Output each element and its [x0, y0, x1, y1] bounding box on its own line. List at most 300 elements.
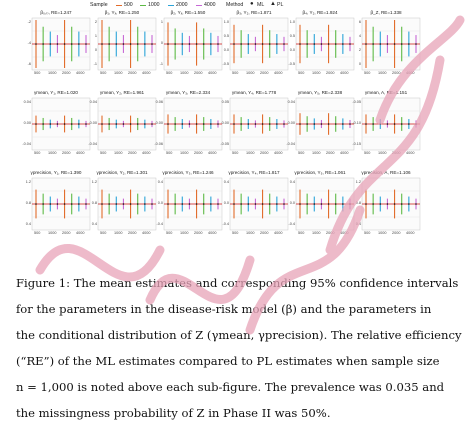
- mean-estimate-point: [174, 203, 176, 205]
- y-tick-label: -0.04: [22, 142, 31, 146]
- x-tick-label: 1000: [312, 231, 321, 235]
- x-tick-label: 4000: [142, 151, 151, 155]
- caption-line: n = 1,000 is noted above each sub-figure. The prevalence was 0.035 and: [16, 380, 445, 394]
- legend-sample-label: Sample: [90, 2, 108, 8]
- x-tick-label: 2000: [326, 151, 335, 155]
- x-tick-label: 1000: [312, 71, 321, 75]
- mean-estimate-point: [78, 203, 80, 205]
- caption-line: Figure 1: The mean estimates and corresponding 95% confidence intervals: [16, 276, 459, 290]
- y-tick-label: 0.05: [221, 100, 229, 104]
- mean-estimate-point: [247, 203, 249, 205]
- mean-estimate-point: [255, 43, 257, 45]
- x-tick-label: 1000: [246, 151, 255, 155]
- x-tick-label: 4000: [406, 151, 415, 155]
- mean-estimate-point: [203, 203, 205, 205]
- y-tick-label: -2: [27, 20, 31, 24]
- x-tick-label: 500: [298, 71, 305, 75]
- legend-sample-2000: 2000: [176, 2, 188, 8]
- mean-estimate-point: [262, 43, 264, 45]
- mean-estimate-point: [123, 123, 125, 125]
- y-tick-label: 0.04: [287, 100, 295, 104]
- y-tick-label: -0.04: [286, 142, 295, 146]
- mean-estimate-point: [401, 123, 403, 125]
- x-tick-label: 500: [166, 231, 173, 235]
- x-tick-label: 4000: [142, 71, 151, 75]
- y-tick-label: -0.04: [88, 142, 97, 146]
- mean-estimate-point: [123, 203, 125, 205]
- chart-panel: [282, 10, 358, 88]
- y-tick-label: -0.4: [156, 222, 163, 226]
- mean-estimate-point: [240, 203, 242, 205]
- mean-estimate-point: [115, 43, 117, 45]
- x-tick-label: 4000: [208, 71, 217, 75]
- x-tick-label: 2000: [194, 231, 203, 235]
- mean-estimate-point: [335, 203, 337, 205]
- x-tick-label: 500: [232, 231, 239, 235]
- x-tick-label: 2000: [260, 231, 269, 235]
- y-tick-label: 1.2: [91, 180, 97, 184]
- y-tick-label: 0.4: [223, 180, 229, 184]
- y-tick-label: 0.4: [355, 222, 361, 226]
- mean-estimate-point: [401, 203, 403, 205]
- chart-panel: [282, 170, 358, 248]
- mean-estimate-point: [137, 123, 139, 125]
- mean-estimate-point: [335, 123, 337, 125]
- mean-estimate-point: [276, 123, 278, 125]
- mean-estimate-point: [71, 123, 73, 125]
- y-tick-label: -0.5: [288, 62, 295, 66]
- y-tick-label: 0.04: [23, 100, 31, 104]
- mean-estimate-point: [255, 203, 257, 205]
- mean-estimate-point: [387, 43, 389, 45]
- panel-title: γmean, Y₄, RE=1.778: [231, 90, 277, 95]
- x-tick-label: 1000: [312, 151, 321, 155]
- legend-sample-500: 500: [124, 2, 133, 8]
- mean-estimate-point: [365, 43, 367, 45]
- y-tick-label: 0.00: [155, 121, 163, 125]
- mean-estimate-point: [276, 43, 278, 45]
- y-tick-label: 0.5: [289, 34, 295, 38]
- x-tick-label: 500: [166, 151, 173, 155]
- mean-estimate-point: [167, 123, 169, 125]
- mean-estimate-point: [269, 43, 271, 45]
- x-tick-label: 1000: [378, 231, 387, 235]
- caption-line: for the parameters in the disease-risk model (β) and the parameters in: [16, 302, 432, 316]
- x-tick-label: 500: [34, 231, 41, 235]
- mean-estimate-point: [415, 123, 417, 125]
- mean-estimate-point: [35, 203, 37, 205]
- mean-estimate-point: [299, 203, 301, 205]
- figure-caption: [16, 270, 462, 426]
- x-tick-label: 2000: [128, 231, 137, 235]
- x-tick-label: 2000: [260, 71, 269, 75]
- x-tick-label: 1000: [114, 71, 123, 75]
- y-tick-label: -0.06: [154, 142, 163, 146]
- mean-estimate-point: [189, 43, 191, 45]
- x-tick-label: 4000: [340, 151, 349, 155]
- mean-estimate-point: [262, 203, 264, 205]
- x-tick-label: 500: [364, 151, 371, 155]
- y-tick-label: 0: [160, 41, 163, 45]
- mean-estimate-point: [342, 43, 344, 45]
- y-tick-label: 1.0: [223, 20, 229, 24]
- mean-estimate-point: [233, 123, 235, 125]
- chart-panel: [18, 90, 94, 168]
- mean-estimate-point: [365, 123, 367, 125]
- mean-estimate-point: [42, 203, 44, 205]
- figure-panel-grid: [0, 10, 474, 260]
- x-tick-label: 1000: [246, 231, 255, 235]
- mean-estimate-point: [167, 43, 169, 45]
- y-tick-label: 6: [358, 20, 361, 24]
- mean-estimate-point: [372, 123, 374, 125]
- x-tick-label: 4000: [142, 231, 151, 235]
- y-tick-label: 0.0: [223, 201, 229, 205]
- legend-swatch-2000: [168, 5, 174, 6]
- y-tick-label: -0.15: [352, 142, 361, 146]
- mean-estimate-point: [64, 43, 66, 45]
- x-tick-label: 2000: [326, 71, 335, 75]
- mean-estimate-point: [342, 203, 344, 205]
- mean-estimate-point: [233, 43, 235, 45]
- mean-estimate-point: [144, 123, 146, 125]
- y-tick-label: -1: [93, 62, 97, 66]
- caption-line: the conditional distribution of Z (γmean, γprecision). The relative efficiency: [16, 328, 462, 342]
- mean-estimate-point: [210, 203, 212, 205]
- mean-estimate-point: [203, 123, 205, 125]
- chart-panel: [84, 170, 160, 248]
- mean-estimate-point: [101, 123, 103, 125]
- y-tick-label: -0.05: [352, 100, 361, 104]
- mean-estimate-point: [78, 43, 80, 45]
- mean-estimate-point: [394, 203, 396, 205]
- caption-line: the missingness probability of Z in Phase II was 50%.: [16, 406, 331, 420]
- panel-title: β₁, Yₓ, RE=1.250: [104, 10, 140, 15]
- x-tick-label: 500: [298, 151, 305, 155]
- x-tick-label: 1000: [180, 151, 189, 155]
- panel-title: β₃, Y₂, RE=1.871: [236, 10, 272, 15]
- x-tick-label: 500: [232, 151, 239, 155]
- y-tick-label: -0.5: [222, 62, 229, 66]
- y-tick-label: 0.5: [223, 34, 229, 38]
- chart-panel: [348, 90, 424, 168]
- mean-estimate-point: [181, 43, 183, 45]
- mean-estimate-point: [108, 43, 110, 45]
- x-tick-label: 2000: [392, 151, 401, 155]
- chart-panel: [150, 170, 226, 248]
- x-tick-label: 500: [166, 71, 173, 75]
- mean-estimate-point: [379, 43, 381, 45]
- x-tick-label: 1000: [114, 151, 123, 155]
- panel-title: γprecision, Y₂, RE=1.301: [96, 170, 148, 175]
- mean-estimate-point: [57, 123, 59, 125]
- mean-estimate-point: [321, 43, 323, 45]
- x-tick-label: 500: [34, 71, 41, 75]
- y-tick-label: 0.8: [91, 201, 97, 205]
- mean-estimate-point: [144, 203, 146, 205]
- mean-estimate-point: [255, 123, 257, 125]
- mean-estimate-point: [49, 43, 51, 45]
- legend-ml-marker-icon: ●: [250, 1, 254, 7]
- mean-estimate-point: [71, 203, 73, 205]
- mean-estimate-point: [313, 123, 315, 125]
- mean-estimate-point: [415, 43, 417, 45]
- mean-estimate-point: [233, 203, 235, 205]
- mean-estimate-point: [130, 203, 132, 205]
- chart-panel: [84, 10, 160, 88]
- y-tick-label: 0.0: [289, 201, 295, 205]
- x-tick-label: 1000: [180, 231, 189, 235]
- panel-title: γprecision, A, RE=1.106: [361, 170, 411, 175]
- y-tick-label: 4: [358, 34, 361, 38]
- x-tick-label: 2000: [392, 231, 401, 235]
- mean-estimate-point: [299, 123, 301, 125]
- mean-estimate-point: [101, 43, 103, 45]
- y-tick-label: 0.00: [287, 121, 295, 125]
- chart-panel: [18, 170, 94, 248]
- mean-estimate-point: [137, 43, 139, 45]
- mean-estimate-point: [167, 203, 169, 205]
- x-tick-label: 2000: [62, 71, 71, 75]
- y-tick-label: 0.0: [289, 48, 295, 52]
- mean-estimate-point: [42, 43, 44, 45]
- x-tick-label: 4000: [406, 231, 415, 235]
- mean-estimate-point: [210, 43, 212, 45]
- x-tick-label: 500: [34, 151, 41, 155]
- mean-estimate-point: [321, 203, 323, 205]
- x-tick-label: 4000: [76, 151, 85, 155]
- mean-estimate-point: [240, 123, 242, 125]
- mean-estimate-point: [269, 123, 271, 125]
- x-tick-label: 1000: [48, 71, 57, 75]
- y-tick-label: -0.4: [222, 222, 229, 226]
- y-tick-label: 0.8: [355, 201, 361, 205]
- chart-panel: [348, 170, 424, 248]
- x-tick-label: 2000: [326, 231, 335, 235]
- mean-estimate-point: [49, 123, 51, 125]
- mean-estimate-point: [394, 43, 396, 45]
- mean-estimate-point: [306, 203, 308, 205]
- chart-panel: [216, 10, 292, 88]
- x-tick-label: 1000: [114, 231, 123, 235]
- y-tick-label: 0.4: [289, 180, 295, 184]
- y-tick-label: 2: [358, 48, 361, 52]
- mean-estimate-point: [401, 43, 403, 45]
- caption-line: (“RE”) of the ML estimates compared to PL estimates when sample size: [16, 354, 440, 368]
- chart-panel: [84, 90, 160, 168]
- x-tick-label: 2000: [128, 71, 137, 75]
- mean-estimate-point: [262, 123, 264, 125]
- mean-estimate-point: [269, 203, 271, 205]
- y-tick-label: 0.4: [25, 222, 31, 226]
- x-tick-label: 4000: [274, 151, 283, 155]
- mean-estimate-point: [299, 43, 301, 45]
- y-tick-label: 1.2: [355, 180, 361, 184]
- panel-title: β₄, Y₂, RE=1.924: [302, 10, 338, 15]
- mean-estimate-point: [189, 203, 191, 205]
- mean-estimate-point: [64, 123, 66, 125]
- mean-estimate-point: [123, 43, 125, 45]
- mean-estimate-point: [379, 203, 381, 205]
- legend-pl-marker-icon: ▲: [270, 1, 276, 7]
- y-tick-label: 0.00: [221, 121, 229, 125]
- y-tick-label: -1: [159, 62, 163, 66]
- x-tick-label: 1000: [48, 151, 57, 155]
- mean-estimate-point: [328, 43, 330, 45]
- x-tick-label: 1000: [378, 151, 387, 155]
- mean-estimate-point: [247, 43, 249, 45]
- panel-title: γprecision, Y₄, RE=1.817: [228, 170, 280, 175]
- mean-estimate-point: [64, 203, 66, 205]
- x-tick-label: 2000: [62, 151, 71, 155]
- mean-estimate-point: [210, 123, 212, 125]
- chart-panel: [216, 90, 292, 168]
- mean-estimate-point: [130, 123, 132, 125]
- mean-estimate-point: [247, 123, 249, 125]
- mean-estimate-point: [57, 203, 59, 205]
- y-tick-label: 0.06: [155, 100, 163, 104]
- mean-estimate-point: [328, 203, 330, 205]
- y-tick-label: 0.0: [157, 201, 163, 205]
- x-tick-label: 2000: [194, 151, 203, 155]
- mean-estimate-point: [174, 123, 176, 125]
- x-tick-label: 2000: [128, 151, 137, 155]
- panel-title: γprecision, Y₃, RE=1.246: [162, 170, 214, 175]
- legend-swatch-4000: [196, 5, 202, 6]
- mean-estimate-point: [240, 43, 242, 45]
- x-tick-label: 4000: [208, 151, 217, 155]
- y-tick-label: 2: [94, 20, 97, 24]
- legend-method-pl: PL: [277, 2, 284, 8]
- y-tick-label: 0: [358, 62, 361, 66]
- legend-swatch-500: [116, 5, 122, 6]
- mean-estimate-point: [372, 203, 374, 205]
- x-tick-label: 1000: [180, 71, 189, 75]
- y-tick-label: -0.05: [220, 142, 229, 146]
- x-tick-label: 4000: [340, 71, 349, 75]
- panel-title: β₀,₍₎, RE=1.247: [40, 10, 72, 15]
- mean-estimate-point: [115, 203, 117, 205]
- panel-title: γmean, Y₁, RE=1.020: [34, 90, 78, 95]
- x-tick-label: 500: [364, 71, 371, 75]
- panel-title: γmean, Y₃, RE=2.334: [165, 90, 211, 95]
- chart-panel: [348, 10, 424, 88]
- mean-estimate-point: [365, 203, 367, 205]
- x-tick-label: 1000: [48, 231, 57, 235]
- panel-title: γmean, A, RE=1.151: [364, 90, 408, 95]
- x-tick-label: 1000: [378, 71, 387, 75]
- chart-panel: [282, 90, 358, 168]
- legend-sample-4000: 4000: [204, 2, 216, 8]
- mean-estimate-point: [306, 43, 308, 45]
- mean-estimate-point: [387, 123, 389, 125]
- legend-method-label: Method: [226, 2, 244, 8]
- y-tick-label: 0: [94, 48, 97, 52]
- mean-estimate-point: [181, 203, 183, 205]
- mean-estimate-point: [408, 123, 410, 125]
- mean-estimate-point: [394, 123, 396, 125]
- mean-estimate-point: [130, 43, 132, 45]
- x-tick-label: 500: [298, 231, 305, 235]
- mean-estimate-point: [35, 43, 37, 45]
- x-tick-label: 4000: [274, 71, 283, 75]
- x-tick-label: 4000: [208, 231, 217, 235]
- mean-estimate-point: [276, 203, 278, 205]
- x-tick-label: 4000: [406, 71, 415, 75]
- panel-title: β₂, Yₓ, RE=1.550: [170, 10, 206, 15]
- mean-estimate-point: [49, 203, 51, 205]
- mean-estimate-point: [189, 123, 191, 125]
- chart-panel: [150, 90, 226, 168]
- x-tick-label: 2000: [392, 71, 401, 75]
- x-tick-label: 2000: [62, 231, 71, 235]
- y-tick-label: -0.4: [288, 222, 295, 226]
- mean-estimate-point: [321, 123, 323, 125]
- mean-estimate-point: [379, 123, 381, 125]
- y-tick-label: 1: [160, 20, 163, 24]
- x-tick-label: 500: [232, 71, 239, 75]
- x-tick-label: 500: [100, 231, 107, 235]
- x-tick-label: 4000: [76, 231, 85, 235]
- legend-sample-1000: 1000: [148, 2, 160, 8]
- mean-estimate-point: [372, 43, 374, 45]
- x-tick-label: 1000: [246, 71, 255, 75]
- x-tick-label: 4000: [76, 71, 85, 75]
- y-tick-label: 1: [94, 34, 97, 38]
- y-tick-label: 0.4: [157, 180, 163, 184]
- x-tick-label: 4000: [340, 231, 349, 235]
- mean-estimate-point: [415, 203, 417, 205]
- mean-estimate-point: [35, 123, 37, 125]
- y-tick-label: -4: [27, 41, 31, 45]
- mean-estimate-point: [174, 43, 176, 45]
- x-tick-label: 4000: [274, 231, 283, 235]
- y-tick-label: 0.04: [89, 100, 97, 104]
- mean-estimate-point: [71, 43, 73, 45]
- panel-title: γmean, Y₂, RE=1.961: [99, 90, 145, 95]
- mean-estimate-point: [306, 123, 308, 125]
- x-tick-label: 2000: [260, 151, 269, 155]
- mean-estimate-point: [313, 203, 315, 205]
- x-tick-label: 500: [100, 151, 107, 155]
- panel-title: γmean, Y₅, RE=2.338: [297, 90, 343, 95]
- mean-estimate-point: [196, 43, 198, 45]
- chart-panel: [18, 10, 94, 88]
- x-tick-label: 500: [100, 71, 107, 75]
- mean-estimate-point: [137, 203, 139, 205]
- y-tick-label: 0.00: [23, 121, 31, 125]
- mean-estimate-point: [115, 123, 117, 125]
- x-tick-label: 2000: [194, 71, 203, 75]
- mean-estimate-point: [342, 123, 344, 125]
- chart-panel: [216, 170, 292, 248]
- mean-estimate-point: [313, 43, 315, 45]
- mean-estimate-point: [408, 203, 410, 205]
- y-tick-label: 1.0: [289, 20, 295, 24]
- y-tick-label: 1.2: [25, 180, 31, 184]
- mean-estimate-point: [196, 203, 198, 205]
- mean-estimate-point: [78, 123, 80, 125]
- y-tick-label: 0.4: [91, 222, 97, 226]
- mean-estimate-point: [203, 43, 205, 45]
- legend-swatch-1000: [140, 5, 146, 6]
- panel-title: γprecision, Y₅, RE=1.061: [294, 170, 346, 175]
- mean-estimate-point: [108, 123, 110, 125]
- legend-method-ml: ML: [257, 2, 265, 8]
- panel-title: γprecision, Y₁, RE=1.390: [30, 170, 82, 175]
- y-tick-label: 0.0: [223, 48, 229, 52]
- mean-estimate-point: [181, 123, 183, 125]
